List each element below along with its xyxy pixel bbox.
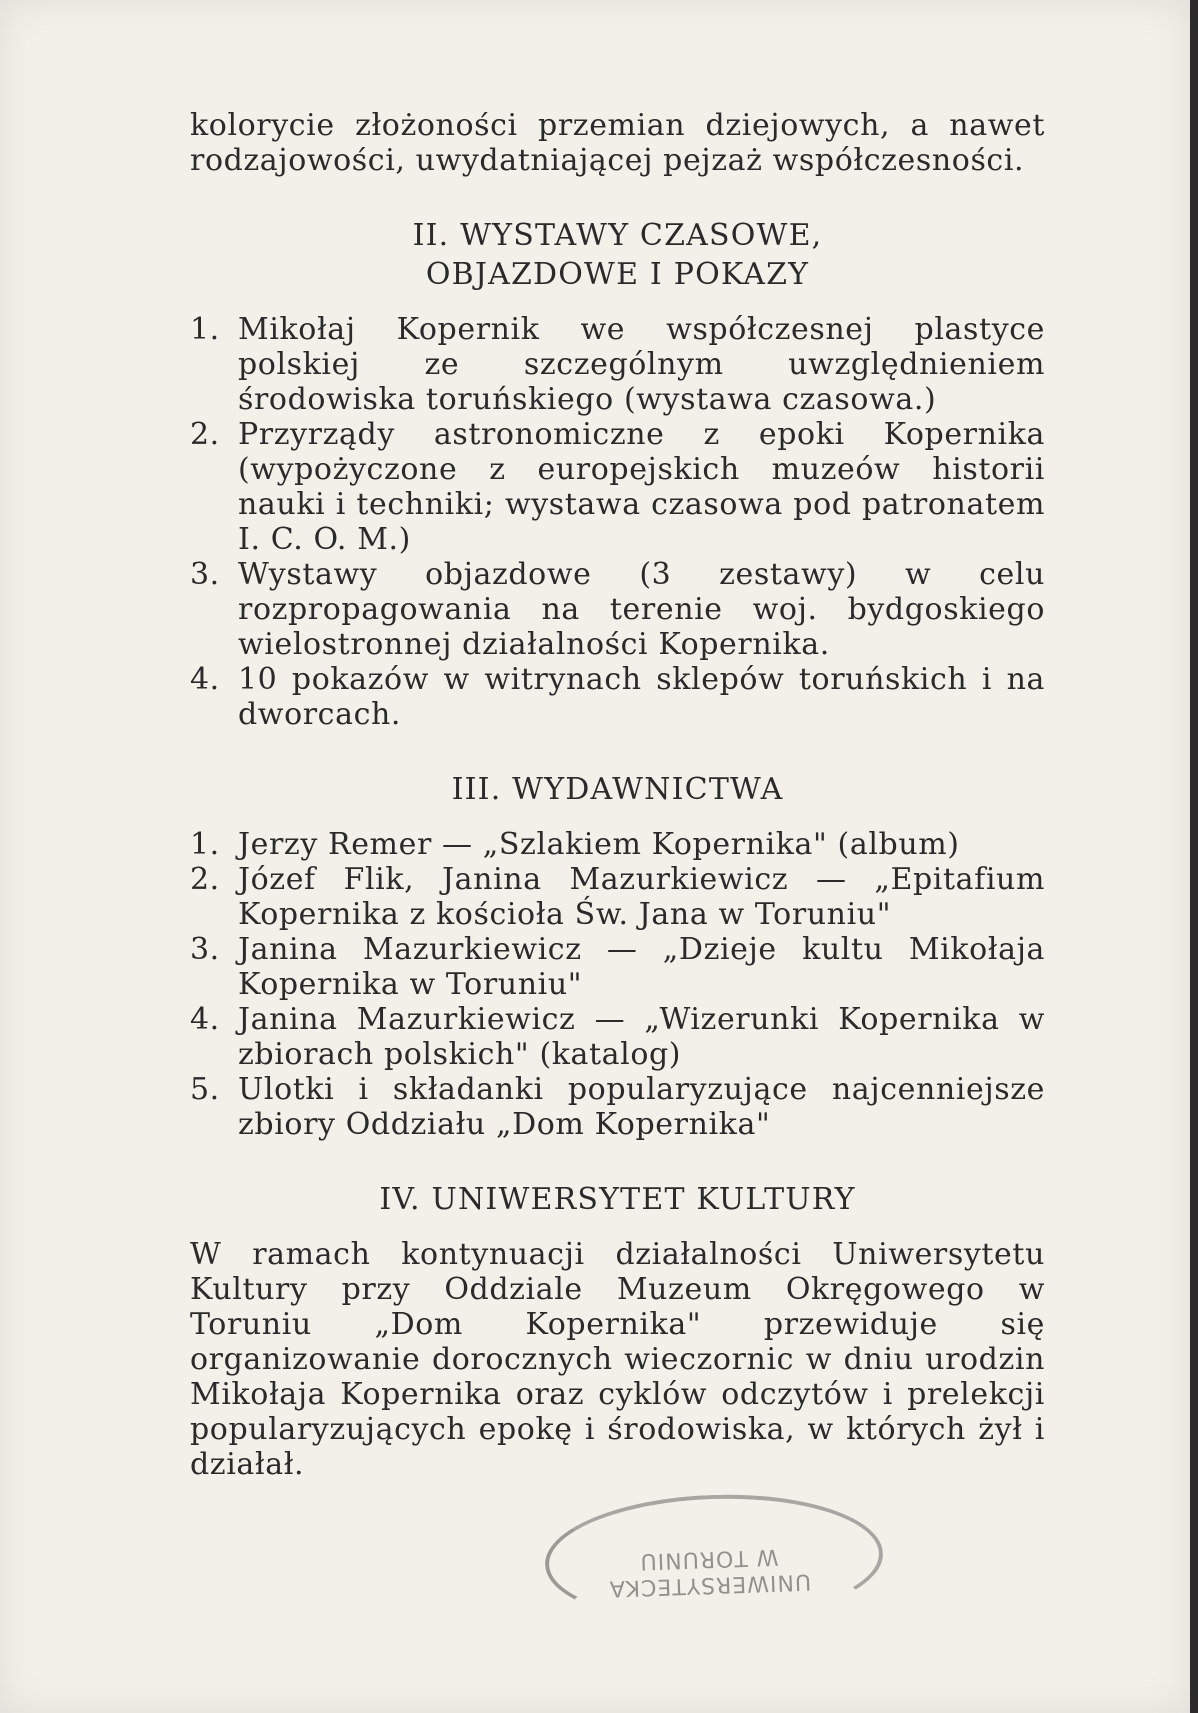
item-number: 3. (190, 557, 220, 592)
stamp-text (579, 1541, 841, 1602)
list-item (190, 662, 1045, 732)
item-number: 1. (190, 312, 220, 347)
item-number: 4. (190, 1002, 220, 1037)
section-3-heading: III. WYDAWNICTWA (451, 772, 784, 807)
section-4-paragraph: W ramach kontynuacji działalności Uniwersytetu Kultury przy Oddziale Muzeum Okręgowego w Toruniu „Dom Kopernika" przewiduje się organizowanie dorocznych wieczornic w dniu urodzin Mikołaja Kopernika oraz cyklów odczytów i prelekcji popularyzujących epokę i środowiska, w których żył i działał. (190, 1237, 1045, 1482)
scan-edge (1190, 0, 1198, 1713)
intro-paragraph: kolorycie złożoności przemian dziejowych, a nawet rodzajowości, uwydatniającej pejzaż współczesności. (190, 108, 1045, 178)
library-stamp (543, 1489, 885, 1629)
item-number: 4. (190, 662, 220, 697)
section-3-list (190, 827, 1045, 1142)
item-text: Przyrządy astronomiczne z epoki Kopernika (wypożyczone z europejskich muzeów historii nauki i techniki; wystawa czasowa pod patronatem I. C. O. M.) (238, 417, 1045, 557)
item-number: 1. (190, 827, 220, 862)
item-number: 2. (190, 417, 220, 452)
item-text: Janina Mazurkiewicz — „Dzieje kultu Mikołaja Kopernika w Toruniu" (238, 932, 1045, 1002)
item-number: 5. (190, 1072, 220, 1107)
section-4-heading: IV. UNIWERSYTET KULTURY (379, 1182, 856, 1217)
stamp-line-2: W TORUNIU (639, 1543, 779, 1574)
item-text: Józef Flik, Janina Mazurkiewicz — „Epitafium Kopernika z kościoła Św. Jana w Toruniu" (238, 862, 1045, 932)
list-item (190, 417, 1045, 557)
list-item (190, 1072, 1045, 1142)
item-text: 10 pokazów w witrynach sklepów toruńskich i na dworcach. (238, 662, 1045, 732)
section-2-heading-line-2: OBJAZDOWE I POKAZY (425, 257, 810, 292)
item-text: Mikołaj Kopernik we współczesnej plastyce polskiej ze szczególnym uwzględnieniem środowiska toruńskiego (wystawa czasowa.) (238, 312, 1045, 417)
list-item (190, 1002, 1045, 1072)
item-text: Wystawy objazdowe (3 zestawy) w celu rozpropagowania na terenie woj. bydgoskiego wielostronnej działalności Kopernika. (238, 557, 1045, 662)
item-text: Jerzy Remer — „Szlakiem Kopernika" (album) (238, 827, 960, 862)
item-text: Ulotki i składanki popularyzujące najcenniejsze zbiory Oddziału „Dom Kopernika" (238, 1072, 1045, 1142)
item-text: Janina Mazurkiewicz — „Wizerunki Kopernika w zbiorach polskich" (katalog) (238, 1002, 1045, 1072)
section-2-list (190, 312, 1045, 732)
page-content (190, 108, 1045, 1482)
list-item (190, 557, 1045, 662)
list-item (190, 932, 1045, 1002)
section-2-heading-line-1: II. WYSTAWY CZASOWE, (412, 218, 823, 253)
item-number: 2. (190, 862, 220, 897)
list-item (190, 862, 1045, 932)
list-item (190, 827, 1045, 862)
stamp-line-1: UNIWERSYTECKA (608, 1568, 812, 1601)
item-number: 3. (190, 932, 220, 967)
list-item (190, 312, 1045, 417)
